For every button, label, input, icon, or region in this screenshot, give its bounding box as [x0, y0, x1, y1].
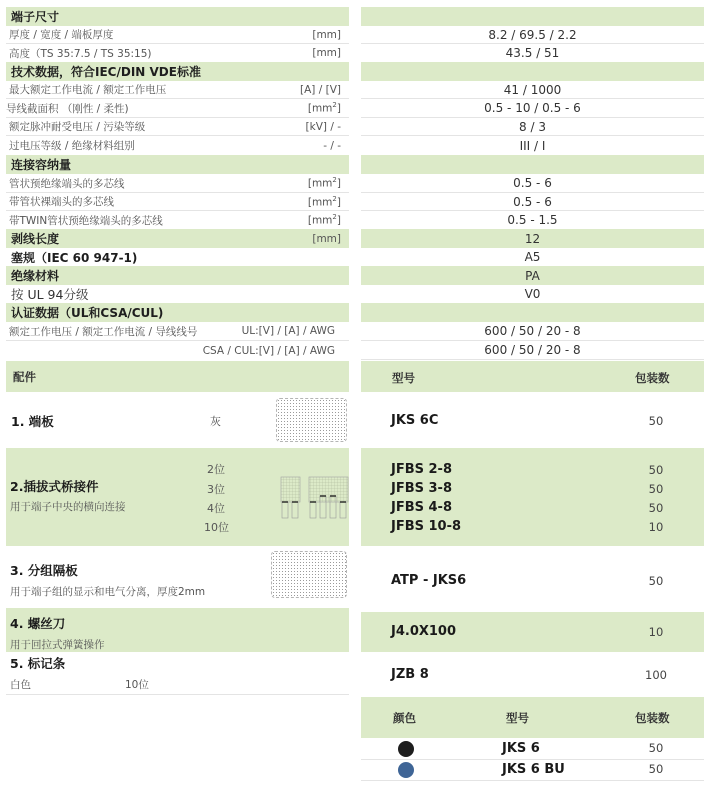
- pack-qty: 50: [648, 762, 664, 776]
- model-number: JKS 6C: [391, 413, 439, 428]
- model-number: JFBS 3-8: [391, 481, 453, 496]
- spec-value-row: [361, 136, 704, 155]
- accessory-subtitle: 用于端子中央的横向连接: [10, 501, 126, 513]
- spec-row: [6, 174, 349, 193]
- pack-qty: 100: [645, 668, 667, 682]
- pack-qty: 50: [648, 501, 664, 515]
- accessories-title: 配件: [13, 369, 36, 384]
- color-table-header: [361, 697, 704, 738]
- spec-row: [6, 44, 349, 62]
- accessory-title: 5. 标记条: [10, 656, 66, 671]
- accessories-column-header: [361, 361, 704, 392]
- spec-unit: $[mm^2]$: [307, 176, 341, 190]
- spec-row: [6, 341, 349, 360]
- spec-unit: [A] / [V]: [300, 83, 341, 96]
- accessory-title: 2.插拔式桥接件: [10, 479, 99, 494]
- spec-value-row: [361, 322, 704, 341]
- spec-value: 600 / 50 / 20 - 8: [484, 343, 581, 357]
- position-label: 10位: [125, 679, 149, 691]
- spec-label: 绝缘材料: [11, 269, 60, 283]
- accessory-subtitle: 用于端子组的显示和电气分离，厚度2mm: [10, 586, 206, 598]
- pack-qty: 50: [648, 414, 664, 428]
- spec-value: V0: [524, 287, 541, 301]
- spec-value: 41 / 1000: [503, 82, 562, 97]
- accessory-plug-in-bridge: [6, 448, 349, 546]
- spec-row: [6, 99, 349, 118]
- spec-label: 最大额定工作电流 / 额定工作电压: [9, 84, 167, 96]
- color-swatch-blue-icon: [398, 762, 414, 778]
- spec-value-row: [361, 99, 704, 118]
- accessory-order-row: [361, 448, 704, 546]
- accessory-title: 1. 端板: [11, 414, 54, 429]
- spec-label: 带管状裸端头的多芯线: [9, 196, 114, 208]
- spec-unit: $[mm^2]$: [307, 194, 341, 209]
- color-row: [361, 760, 704, 781]
- spec-label: 过电压等级 / 绝缘材料组别: [9, 140, 135, 152]
- section-title: 端子尺寸: [11, 10, 60, 24]
- spec-label: 额定脉冲耐受电压 / 污染等级: [9, 121, 146, 133]
- position-label: 4位: [207, 502, 225, 515]
- value-header-blank: [361, 7, 704, 26]
- section-header-technical-data: [6, 62, 349, 81]
- spec-unit: [mm]: [312, 47, 341, 59]
- section-title: 认证数据（UL和CSA/CUL): [11, 306, 164, 320]
- spec-row: [6, 26, 349, 44]
- spec-value: 600 / 50 / 20 - 8: [484, 324, 581, 338]
- spec-value: 0.5 - 6: [513, 176, 552, 190]
- spec-unit: UL:[V] / [A] / AWG: [241, 325, 335, 337]
- model-number: JZB 8: [391, 667, 429, 682]
- spec-label: 导线截面积 （刚性 / 柔性): [6, 102, 129, 115]
- accessory-order-row: [361, 546, 704, 608]
- spec-value: 43.5 / 51: [505, 46, 560, 60]
- spec-row: [6, 193, 349, 211]
- model-number: ATP - JKS6: [391, 573, 467, 588]
- spec-value-row: [361, 26, 704, 44]
- spec-unit: [mm]: [312, 28, 341, 41]
- accessory-title: 4. 螺丝刀: [10, 616, 66, 631]
- spec-value: 0.5 - 10 / 0.5 - 6: [484, 101, 581, 115]
- spec-value-row: [361, 118, 704, 136]
- spec-unit: [mm]: [312, 232, 341, 245]
- spec-label: 厚度 / 宽度 / 端板厚度: [9, 29, 114, 41]
- column-qty: 包装数: [635, 371, 670, 385]
- accessory-partition-plate: [6, 546, 349, 608]
- end-plate-image: [276, 398, 347, 442]
- column-model: 型号: [392, 371, 415, 385]
- spec-value: 8.2 / 69.5 / 2.2: [488, 27, 577, 42]
- spec-unit: $[mm^2]$: [307, 101, 341, 115]
- spec-label: 高度（TS 35:7.5 / TS 35:15): [9, 47, 152, 60]
- color-swatch-black-icon: [398, 741, 414, 757]
- spec-value: 0.5 - 6: [513, 194, 552, 209]
- pack-qty: 50: [648, 574, 664, 588]
- spec-row-strip-length: [6, 229, 349, 248]
- spec-value-row: [361, 193, 704, 211]
- spec-value-row: [361, 285, 704, 303]
- spec-label: 带TWIN管状预绝缘端头的多芯线: [9, 214, 163, 227]
- spec-label: 管状预绝缘端头的多芯线: [9, 177, 125, 190]
- spec-row-insulation-material: [6, 266, 349, 285]
- position-label: 10位: [204, 521, 229, 534]
- accessory-title: 3. 分组隔板: [10, 563, 78, 578]
- section-title: 技术数据，符合IEC/DIN VDE标准: [11, 65, 201, 79]
- section-header-connection-capacity: [6, 155, 349, 174]
- spec-label: 按 UL 94分级: [11, 287, 89, 302]
- accessory-marker-strip: [6, 652, 349, 695]
- spec-value-row: [361, 81, 704, 99]
- spec-label: 额定工作电压 / 额定工作电流 / 导线线号: [9, 325, 198, 338]
- color-row: [361, 738, 704, 760]
- spec-unit: [kV] / -: [305, 120, 341, 133]
- spec-value: A5: [524, 250, 541, 264]
- column-color: 颜色: [393, 711, 416, 725]
- spec-value-row: [361, 44, 704, 62]
- column-model: 型号: [506, 711, 529, 725]
- spec-row-gauge: [6, 248, 349, 266]
- spec-row: [6, 322, 349, 341]
- accessory-order-row: [361, 612, 704, 652]
- accessory-screwdriver: [6, 608, 349, 652]
- spec-row: [6, 118, 349, 136]
- spec-unit: - / -: [323, 139, 341, 152]
- spec-row-ul94: [6, 285, 349, 303]
- spec-value-row: [361, 211, 704, 229]
- model-number: J4.0X100: [391, 624, 457, 639]
- spec-value-row: [361, 341, 704, 360]
- partition-plate-image: [271, 551, 347, 598]
- plug-in-bridge-image: [280, 476, 350, 522]
- spec-unit: $[mm^2]$: [307, 213, 341, 227]
- model-number: JFBS 10-8: [391, 519, 462, 534]
- spec-value: 8 / 3: [519, 119, 546, 134]
- spec-value: III / I: [519, 138, 546, 153]
- pack-qty: 50: [648, 482, 664, 496]
- spec-value-row: [361, 174, 704, 193]
- pack-qty: 50: [648, 463, 664, 477]
- model-number: JFBS 4-8: [391, 500, 453, 515]
- model-number: JKS 6: [502, 741, 540, 756]
- accessories-header: [6, 361, 349, 392]
- section-header-certification: [6, 303, 349, 322]
- accessory-end-plate: [6, 392, 349, 448]
- position-label: 3位: [207, 483, 225, 496]
- model-number: JKS 6 BU: [502, 762, 565, 777]
- pack-qty: 50: [648, 741, 664, 755]
- spec-value: PA: [525, 268, 540, 283]
- spec-row: [6, 211, 349, 229]
- accessory-subtitle: 用于回拉式弹簧操作: [10, 639, 105, 651]
- accessory-order-row: [361, 652, 704, 697]
- spec-value: 0.5 - 1.5: [507, 213, 558, 227]
- spec-label: 塞规（IEC 60 947-1): [11, 250, 138, 265]
- section-title: 连接容纳量: [11, 158, 72, 172]
- accessory-color: 灰: [210, 415, 221, 428]
- spec-row: [6, 136, 349, 155]
- value-header-blank: [361, 303, 704, 322]
- accessory-subtitle: 白色: [10, 679, 31, 691]
- accessory-order-row: [361, 392, 704, 448]
- position-label: 2位: [207, 463, 225, 476]
- spec-unit: CSA / CUL:[V] / [A] / AWG: [202, 344, 335, 357]
- pack-qty: 10: [648, 520, 664, 534]
- spec-value-row: [361, 266, 704, 285]
- spec-value-row: [361, 229, 704, 248]
- column-qty: 包装数: [635, 711, 670, 725]
- pack-qty: 10: [648, 625, 664, 639]
- value-header-blank: [361, 155, 704, 174]
- spec-row: [6, 81, 349, 99]
- section-header-terminal-dimensions: [6, 7, 349, 26]
- spec-value: 12: [524, 231, 541, 246]
- model-number: JFBS 2-8: [391, 462, 453, 477]
- value-header-blank: [361, 62, 704, 81]
- spec-value-row: [361, 248, 704, 266]
- spec-label: 剥线长度: [11, 232, 60, 246]
